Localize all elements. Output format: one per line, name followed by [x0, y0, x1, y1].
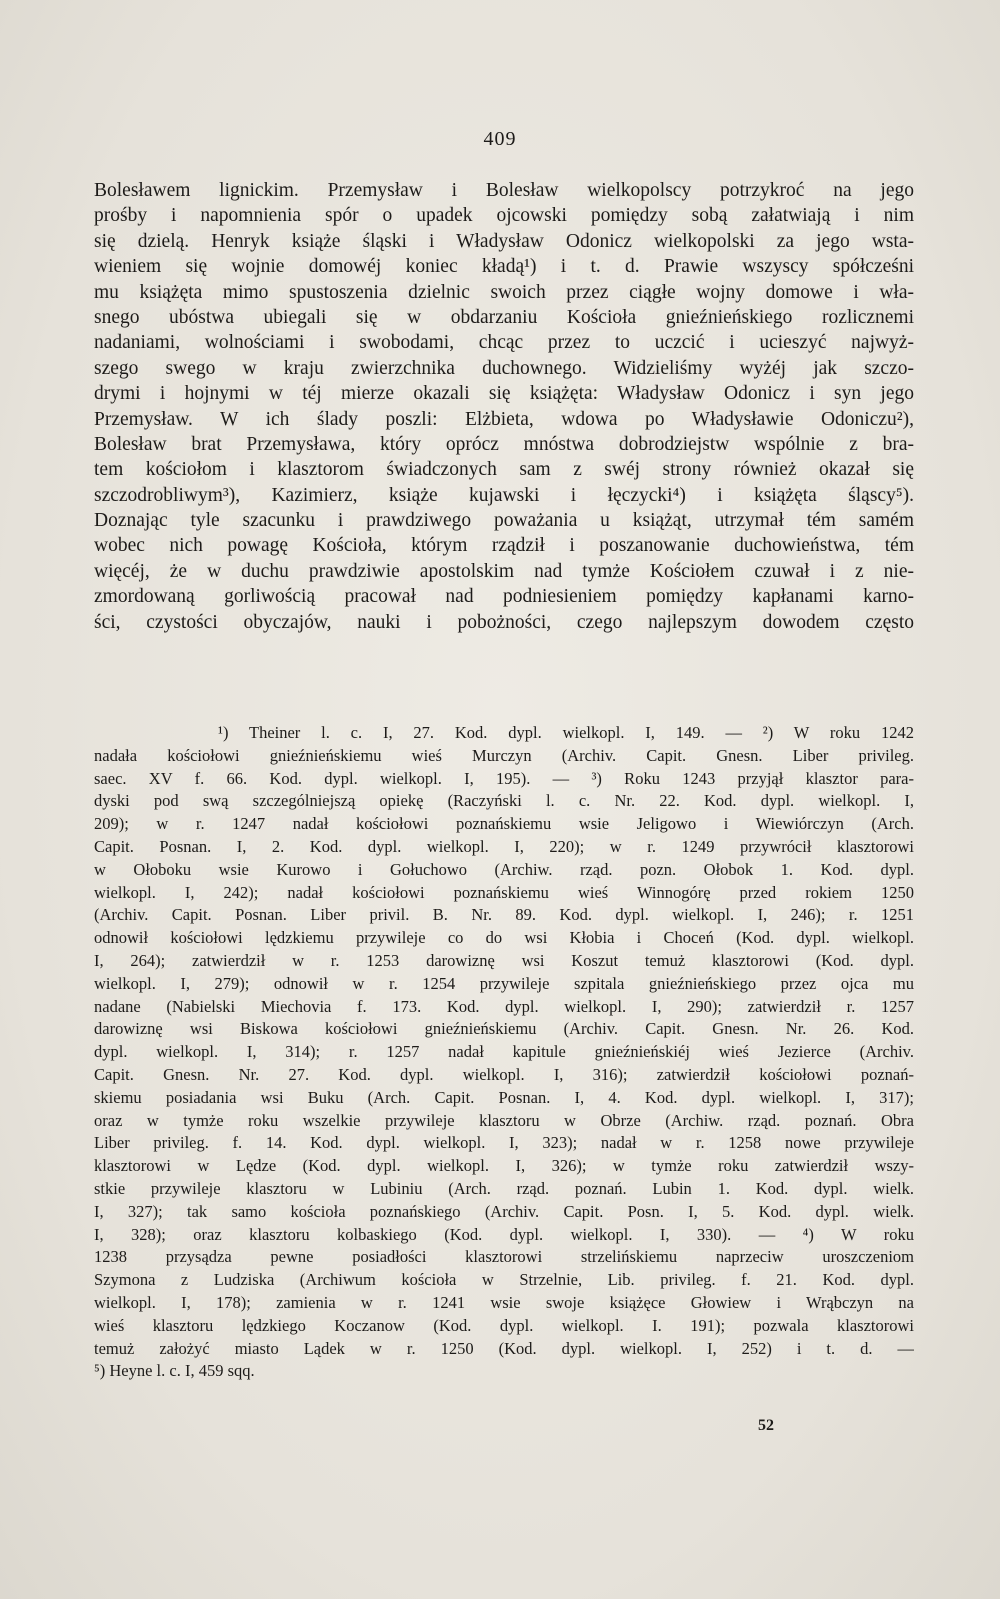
- text-line: mu książęta mimo spustoszenia dzielnic swoich przez ciągłe wojny domowe i wła-: [94, 281, 914, 303]
- footnote-line: nadane (Nabielski Miechovia f. 173. Kod. dypl. wielkopl. I, 290); zatwierdził r. 1257: [94, 996, 914, 1016]
- text-line: tem kościołom i klasztorom świadczonych sam z swéj strony również okazał się: [94, 459, 914, 481]
- text-line: się dzielą. Henryk książe śląski i Władysław Odonicz wielkopolski za jego wsta-: [94, 230, 914, 252]
- footnote-line: darowiznę wsi Biskowa kościołowi gnieźnieńskiemu (Archiv. Capit. Gnesn. Nr. 26. Kod.: [94, 1019, 914, 1039]
- footnote-line: wielkopl. I, 242); nadał kościołowi poznańskiemu wieś Winnogórę przed rokiem 1250: [94, 882, 914, 902]
- footnote-line: 1238 przysądza pewne posiadłości klasztorowi strzelińskiemu naprzeciw uroszczeniom: [94, 1247, 914, 1267]
- text-line: nadaniami, wolnościami i swobodami, chcąc przez to uczcić i ucieszyć najwyż-: [94, 332, 914, 354]
- footnote-line: w Ołoboku wsie Kurowo i Gołuchowo (Archiw. rząd. pozn. Ołobok 1. Kod. dypl.: [94, 859, 914, 879]
- footnote-line: stkie przywileje klasztoru w Lubiniu (Arch. rząd. poznań. Lubin 1. Kod. dypl. wielk.: [94, 1178, 914, 1198]
- footnote-line: klasztorowi w Lędze (Kod. dypl. wielkopl. I, 326); w tymże roku zatwierdził wszy-: [94, 1156, 914, 1176]
- footnote-line: Capit. Gnesn. Nr. 27. Kod. dypl. wielkopl. I, 316); zatwierdził kościołowi poznań-: [94, 1064, 914, 1084]
- text-line: Bolesław brat Przemysława, który oprócz mnóstwa dobrodziejstw wspólnie z bra-: [94, 433, 914, 455]
- footnote-line: oraz w tymże roku wszelkie przywileje klasztoru w Obrze (Archiw. rząd. poznań. Obra: [94, 1110, 914, 1130]
- footnote-line: Capit. Posnan. I, 2. Kod. dypl. wielkopl. I, 220); w r. 1249 przywrócił klasztorowi: [94, 836, 914, 856]
- signature-mark: 52: [758, 1417, 774, 1434]
- text-line: szego swego w kraju zwierzchnika duchownego. Widzieliśmy wyżéj jak szczo-: [94, 357, 914, 379]
- footnote-line: I, 328); oraz klasztoru kolbaskiego (Kod. dypl. wielkopl. I, 330). — ⁴) W roku: [94, 1224, 914, 1244]
- footnote-line: (Archiv. Capit. Posnan. Liber privil. B. Nr. 89. Kod. dypl. wielkopl. I, 246); r. 1251: [94, 905, 914, 925]
- footnote-line: I, 327); tak samo kościoła poznańskiego (Archiv. Capit. Posn. I, 5. Kod. dypl. wielk.: [94, 1201, 914, 1221]
- text-line: snego ubóstwa ubiegali się w obdarzaniu Kościoła gnieźnieńskiego rozlicznemi: [94, 306, 914, 328]
- text-line: Przemysław. W ich ślady poszli: Elżbieta, wdowa po Władysławie Odoniczu²),: [94, 408, 914, 430]
- page-number: 409: [483, 128, 517, 150]
- footnote-line: wielkopl. I, 178); zamienia w r. 1241 wsie swoje książęce Głowiew i Wrąbczyn na: [94, 1292, 914, 1312]
- text-line: wobec nich powagę Kościoła, którym rządził i poszanowanie duchowieństwa, tém: [94, 535, 914, 557]
- text-line: Bolesławem lignickim. Przemysław i Bolesław wielkopolscy potrzykroć na jego: [94, 180, 914, 201]
- footnote-line: Liber privileg. f. 14. Kod. dypl. wielkopl. I, 323); nadał w r. 1258 nowe przywileje: [94, 1133, 914, 1153]
- footnote-line: odnowił kościołowi lędzkiemu przywileje co do wsi Kłobia i Choceń (Kod. dypl. wielkopl.: [94, 928, 914, 948]
- text-line: prośby i napomnienia spór o upadek ojcowski pomiędzy sobą załatwiają i nim: [94, 205, 914, 227]
- text-line: wieniem się wojnie domowéj koniec kładą¹) i t. d. Prawie wszyscy spółcześni: [94, 256, 914, 278]
- footnote-line: nadała kościołowi gnieźnieńskiemu wieś Murczyn (Archiv. Capit. Gnesn. Liber privileg.: [94, 745, 914, 765]
- footnote-line: Szymona z Ludziska (Archiwum kościoła w Strzelnie, Lib. privileg. f. 21. Kod. dypl.: [94, 1270, 914, 1290]
- text-line: drymi i hojnymi w téj mierze okazali się książęta: Władysław Odonicz i syn jego: [94, 383, 914, 405]
- text-line: szczodrobliwym³), Kazimierz, książe kujawski i łęczycki⁴) i książęta śląscy⁵).: [94, 484, 914, 506]
- footnote-line: ¹) Theiner l. c. I, 27. Kod. dypl. wielkopl. I, 149. — ²) W roku 1242: [218, 723, 914, 742]
- text-line: zmordowaną gorliwością pracował nad podniesieniem pomiędzy kapłanami karno-: [94, 586, 914, 608]
- text-line: Doznając tyle szacunku i prawdziwego poważania u książąt, utrzymał tém samém: [94, 510, 914, 532]
- footnote-line: wielkopl. I, 279); odnowił w r. 1254 przywileje szpitala gnieźnieńskiego przez ojca mu: [94, 973, 914, 993]
- footnote-line: saec. XV f. 66. Kod. dypl. wielkopl. I, 195). — ³) Roku 1243 przyjął klasztor para-: [94, 768, 914, 788]
- footnote-line: wieś klasztoru lędzkiego Koczanow (Kod. dypl. wielkopl. I. 191); pozwala klasztorowi: [94, 1315, 914, 1335]
- footnote-line: dyski pod swą szczególniejszą opiekę (Raczyński l. c. Nr. 22. Kod. dypl. wielkopl. I,: [94, 791, 914, 811]
- footnote-line: temuż założyć miasto Lądek w r. 1250 (Kod. dypl. wielkopl. I, 252) i t. d. —: [94, 1338, 914, 1358]
- main-text: [94, 178, 914, 635]
- text-line: ści, czystości obyczajów, nauki i pobożności, czego najlepszym dowodem często: [94, 611, 914, 633]
- footnote-line: 209); w r. 1247 nadał kościołowi poznańskiemu wsie Jeligowo i Wiewiórczyn (Arch.: [94, 814, 914, 834]
- footnote-line: skiemu posiadania wsi Buku (Arch. Capit. Posnan. I, 4. Kod. dypl. wielkopl. I, 317);: [94, 1087, 914, 1107]
- footnote-line: dypl. wielkopl. I, 314); r. 1257 nadał kapitule gnieźnieńskiéj wieś Jezierce (Archiv.: [94, 1042, 914, 1062]
- footnotes: [94, 722, 914, 1383]
- footnote-line: I, 264); zatwierdził w r. 1253 darowiznę wsi Koszut temuż klasztorowi (Kod. dypl.: [94, 950, 914, 970]
- footnote-line: ⁵) Heyne l. c. I, 459 sqq.: [94, 1361, 255, 1381]
- text-line: więcéj, że w duchu prawdziwie apostolskim nad tymże Kościołem czuwał i z nie-: [94, 560, 914, 582]
